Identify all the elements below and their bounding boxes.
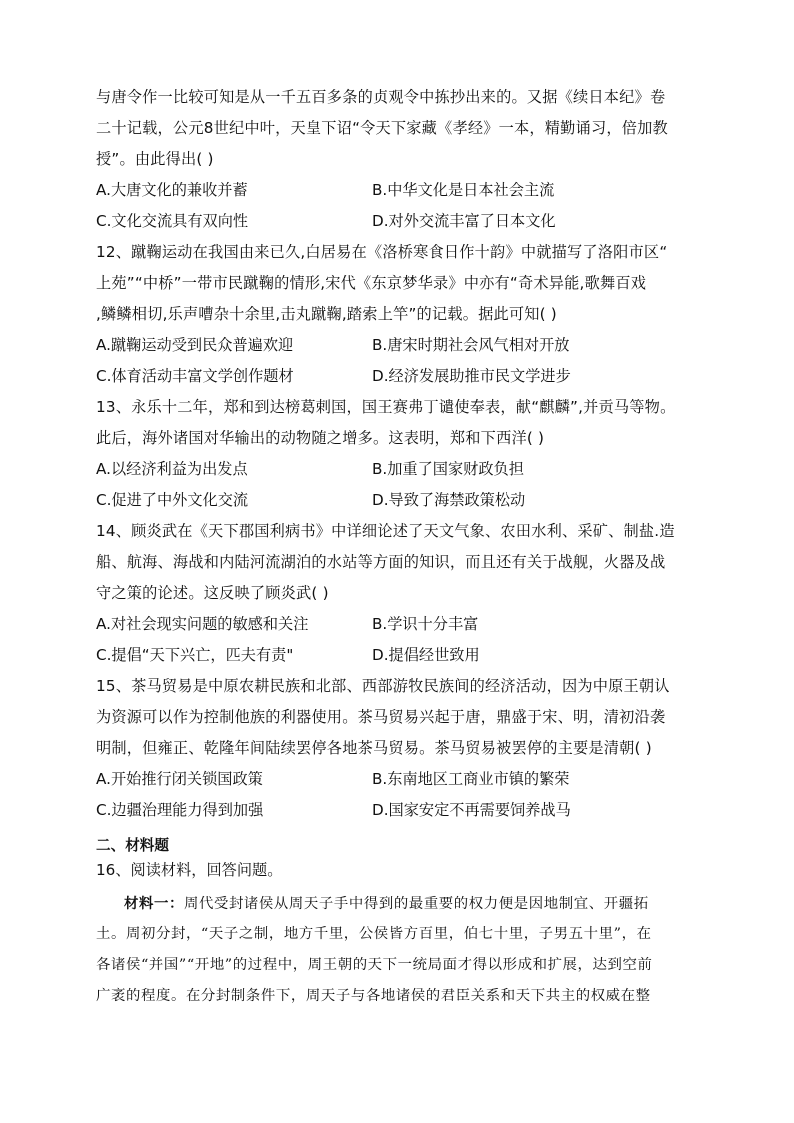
question-text-line: 二十记载，公元8世纪中叶，天皇下诏“令天下家藏《孝经》一本，精勤诵习，倍加教 [96,119,668,137]
material-text: 周代受封诸侯从周天子手中得到的最重要的权力便是因地制宜、开疆拓 [183,896,649,912]
option-d: D.对外交流丰富了日本文化 [372,212,556,230]
question-text-line: ,鳞鳞相切,乐声嘈杂十余里,击丸蹴鞠,踏索上竿”的记载。据此可知( ) [96,305,557,323]
options-row [96,485,706,516]
options-row [96,330,706,361]
question-text-line: 授”。由此得出( ) [96,150,214,168]
question-text-line: 船、航海、海战和内陆河流湖泊的水站等方面的知识，而且还有关于战舰，火器及战 [96,553,666,571]
option-c: C.促进了中外文化交流 [96,491,249,509]
question-text-line: 此后，海外诸国对华输出的动物随之增多。这表明，郑和下西洋( ) [96,429,545,447]
section-heading: 二、材料题 [96,837,169,854]
question-11 [96,82,706,237]
options-row [96,206,706,237]
option-b: B.中华文化是日本社会主流 [372,181,555,199]
options-row [96,609,706,640]
option-b: B.唐宋时期社会风气相对开放 [372,336,570,354]
option-b: B.加重了国家财政负担 [372,460,524,478]
option-b: B.东南地区工商业市镇的繁荣 [372,770,570,788]
material-paragraph-line: 土。周初分封，“天子之制，地方千里，公侯皆方百里，伯七十里，子男五十里”，在 [96,926,652,942]
question-14 [96,516,706,671]
option-d: D.经济发展助推市民文学进步 [372,367,571,385]
question-16 [96,858,706,1012]
question-text-line: 15、茶马贸易是中原农耕民族和北部、西部游牧民族间的经济活动，因为中原王朝认 [96,677,670,695]
question-text-line: 上苑”“中桥”一带市民蹴鞠的情形,宋代《东京梦华录》中亦有“奇术异能,歌舞百戏 [96,274,647,292]
material-paragraph-line: 各诸侯“并国”“开地”的过程中，周王朝的天下一统局面才得以形成和扩展，达到空前 [96,957,653,973]
options-row [96,361,706,392]
exam-page [96,82,706,1012]
option-d: D.导致了海禁政策松动 [372,491,526,509]
options-row [96,764,706,795]
question-text-line: 守之策的论述。这反映了顾炎武( ) [96,584,329,602]
option-a: A.大唐文化的兼收并蓄 [96,181,248,199]
options-row [96,454,706,485]
question-text-line: 14、顾炎武在《天下郡国利病书》中详细论述了天文气象、农田水利、采矿、制盐.造 [96,522,675,540]
option-c: C.体育活动丰富文学创作题材 [96,367,294,385]
question-15 [96,671,706,826]
option-a: A.对社会现实问题的敏感和关注 [96,615,309,633]
option-c: C.提倡“天下兴亡，匹夫有责" [96,646,294,664]
option-d: D.提倡经世致用 [372,646,480,664]
material-paragraph-line: 广袤的程度。在分封制条件下，周天子与各地诸侯的君臣关系和天下共主的权威在整 [96,988,651,1004]
question-13 [96,392,706,516]
question-12 [96,237,706,392]
question-text-line: 与唐令作一比较可知是从一千五百多条的贞观令中拣抄出来的。又据《续日本纪》卷 [96,88,666,106]
material-label: 材料一： [124,895,184,912]
option-b: B.学识十分丰富 [372,615,479,633]
option-d: D.国家安定不再需要饲养战马 [372,801,571,819]
option-a: A.蹴鞠运动受到民众普遍欢迎 [96,336,294,354]
option-c: C.文化交流具有双向性 [96,212,249,230]
option-a: A.以经济利益为出发点 [96,460,248,478]
option-a: A.开始推行闭关锁国政策 [96,770,263,788]
material-paragraph-line [96,888,706,919]
options-row [96,175,706,206]
question-text-line: 13、永乐十二年，郑和到达榜葛剌国，国王赛弗丁谴使奉表，献“麒麟”,并贡马等物。 [96,398,676,416]
options-row [96,640,706,671]
option-c: C.边疆治理能力得到加强 [96,801,264,819]
options-row [96,795,706,826]
question-text-line: 明制，但雍正、乾隆年间陆续罢停各地茶马贸易。茶马贸易被罢停的主要是清朝( ) [96,739,652,757]
question-text-line: 为资源可以作为控制他族的利器使用。茶马贸易兴起于唐，鼎盛于宋、明，清初沿袭 [96,708,666,726]
question-intro: 16、阅读材料，回答问题。 [96,861,283,879]
question-text-line: 12、蹴鞠运动在我国由来已久,白居易在《洛桥寒食日作十韵》中就描写了洛阳市区“ [96,243,668,261]
